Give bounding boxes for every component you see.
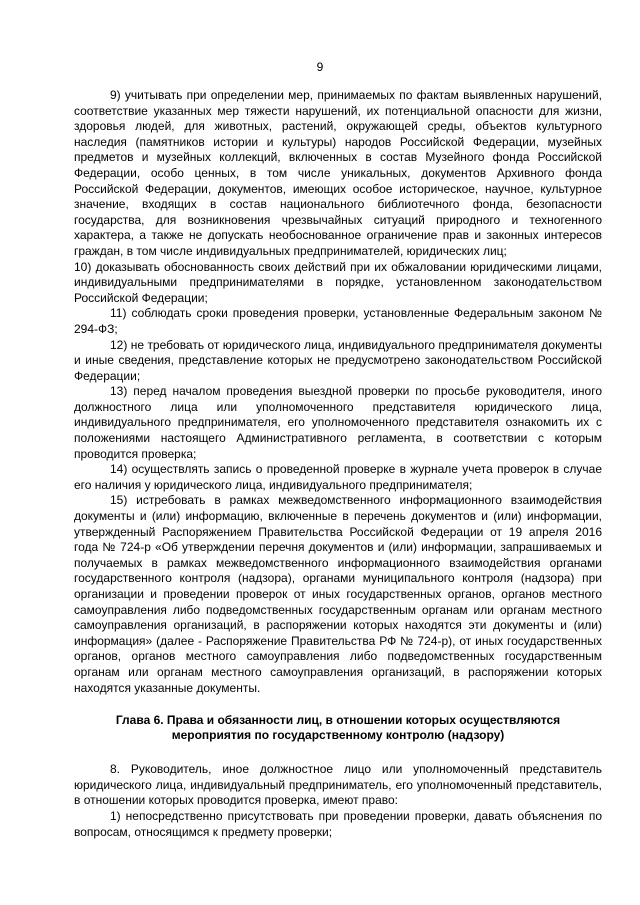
chapter-heading-line-2: мероприятия по государственному контролю (надзору) — [171, 728, 505, 743]
item-13: 13) перед началом проведения выездной проверки по просьбе руководителя, иного должностного лица или уполномоченного представителя юридического лица, индивидуального предпринимателя, его уполномоченного представителя ознакомить их с положениями настоящего Административного регламента, в соответствии с которым проводится проверка; — [74, 384, 602, 461]
item-12: 12) не требовать от юридического лица, индивидуального предпринимателя документы и иные сведения, представление которых не предусмотрено законодательством Российской Федерации; — [74, 337, 602, 383]
item-10: 10) доказывать обоснованность своих действий при их обжаловании юридическими лицами, индивидуальными предпринимателями в порядке, установленном законодательством Российской Федерации; — [74, 259, 602, 305]
item-14: 14) осуществлять запись о проведенной проверке в журнале учета проверок в случае его наличия у юридического лица, индивидуального предпринимателя; — [74, 462, 602, 492]
item-11: 11) соблюдать сроки проведения проверки, установленные Федеральным законом № 294-ФЗ; — [74, 306, 602, 336]
document-body — [74, 88, 602, 840]
item-15: 15) истребовать в рамках межведомственного информационного взаимодействия документы и (или) информацию, включенные в перечень документов и (или) информации, утвержденный Распоряжением Правительства Российской Федерации от 19 апреля 2016 года № 724-р «Об утверждении перечня документов и (или) информации, запрашиваемых и получаемых в рамках межведомственного информационного взаимодействия органами государственного контроля (надзора), органами муниципального контроля (надзора) при организации и проведении проверок от иных государственных органов, органов местного самоуправления либо подведомственных государственным органам или органам местного самоуправления организаций, в распоряжении которых находятся эти документы и (или) информация» (далее - Распоряжение Правительства РФ № 724-р), от иных государственных органов, органов местного самоуправления либо подведомственных государственным органам или органам местного самоуправления организаций, в распоряжении которых находятся указанные документы. — [74, 493, 602, 695]
item-9: 9) учитывать при определении мер, принимаемых по фактам выявленных нарушений, соответствие указанных мер тяжести нарушений, их потенциальной опасности для жизни, здоровья людей, для животных, растений, окружающей среды, объектов культурного наследия (памятников истории и культуры) народов Российской Федерации, музейных предметов и музейных коллекций, включенных в состав Музейного фонда Российской Федерации, особо ценных, в том числе уникальных, документов Архивного фонда Российской Федерации, документов, имеющих особое историческое, научное, культурное значение, входящих в состав национального библиотечного фонда, безопасности государства, для возникновения чрезвычайных ситуаций природного и техногенного характера, а также не допускать необоснованное ограничение прав и законных интересов граждан, в том числе индивидуальных предпринимателей, юридических лиц; — [74, 88, 602, 258]
section-8: 8. Руководитель, иное должностное лицо или уполномоченный представитель юридического лица, индивидуальный предприниматель, его уполномоченный представитель, в отношении которых проводится проверка, имеют право: — [74, 762, 602, 808]
section-8-item-1: 1) непосредственно присутствовать при проведении проверки, давать объяснения по вопросам, относящимся к предмету проверки; — [74, 808, 602, 839]
page-number: 9 — [316, 60, 324, 74]
chapter-heading-line-1: Глава 6. Права и обязанности лиц, в отношении которых осуществляются — [115, 713, 561, 728]
chapter-heading — [74, 713, 602, 743]
